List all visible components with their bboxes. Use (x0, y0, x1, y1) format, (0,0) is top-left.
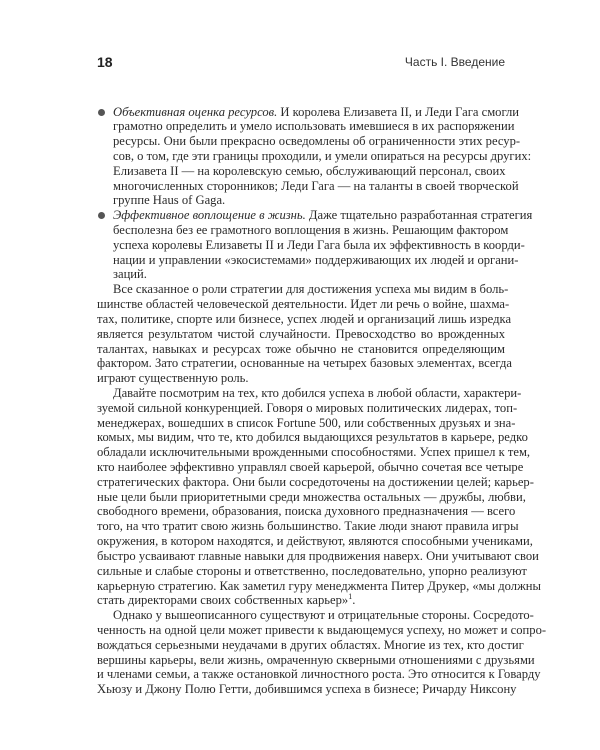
bullet-item (97, 208, 533, 282)
text-line (113, 134, 521, 149)
line-text: менеджерах, вошедших в список Fortune 500, или собственных друзьях и зна- (97, 415, 516, 430)
line-text: кто наиболее эффективно управлял своей карьерой, обычно сочетая все четыре (97, 460, 524, 474)
line-text: быстро усваивают главные навыки для продвижения наверх. Они учитывают свои (97, 548, 539, 563)
text-line (97, 282, 509, 297)
text-line (97, 578, 541, 594)
running-header (97, 54, 505, 72)
text-line (97, 489, 526, 505)
line-text: успеха королевы Елизаветы II и Леди Гага была их эффективность в коорди- (113, 237, 525, 252)
line-text: сильные и слабые стороны и ответственно, последовательно, упорно реализуют (97, 563, 527, 578)
text-line (97, 430, 528, 445)
bullet-icon (98, 212, 105, 219)
text-line (113, 193, 505, 208)
text-line (97, 652, 535, 668)
text-line (97, 504, 516, 519)
line-text: фактором. Зато стратегии, основанные на четырех базовых элементах, всегда (97, 356, 512, 371)
line-text: является результатом чистой случайности. Превосходство во врожденных (97, 326, 505, 341)
paragraph (97, 385, 541, 608)
bullet-lead: Эффективное воплощение в жизнь. (113, 208, 306, 223)
paragraph (97, 282, 512, 386)
line-text: комых, мы видим, что те, кто добился выдающихся результатов в карьере, редко (97, 430, 528, 445)
line-text: карьерную стратегию. Как заметил гуру менеджмента Питер Друкер, «мы должны (97, 578, 541, 593)
text-line (113, 164, 505, 179)
page-number: 18 (97, 54, 113, 70)
paragraph (97, 608, 547, 697)
text-line (97, 385, 522, 401)
bullet-icon (98, 109, 105, 116)
text-line (113, 178, 519, 194)
line-tail: . (352, 593, 356, 608)
line-text: Все сказанное о роли стратегии для достижения успеха мы видим в боль- (113, 282, 509, 297)
line-text: окружения, в котором находятся, и действуют, являются способными учениками, (97, 534, 533, 549)
footnote-ref: 1 (348, 592, 353, 602)
line-text: Давайте посмотрим на тех, кто добился успеха в любой области, характери- (113, 385, 522, 400)
line-text: бесполезна без ее грамотного воплощения в жизнь. Решающим фактором (113, 223, 509, 237)
line-text: играют существенную роль. (97, 371, 249, 386)
text-line (97, 563, 527, 579)
line-text: ресурсы. Они были прекрасно осведомлены об ограниченности этих ресур- (113, 134, 521, 149)
text-line (97, 622, 547, 638)
line-text: ные цели были приоритетными среди множества остальных — дружбы, любви, (97, 489, 526, 504)
line-text: Елизавета II — на королевскую семью, обслуживающий персонал, своих (113, 163, 506, 178)
line-text: заций. (113, 267, 147, 282)
text-line (97, 534, 533, 549)
line-text: нации и управлении «экосистемами» поддерживающих их людей и органи- (113, 252, 519, 267)
line-text: ченность на одной цели может привести к выдающемуся успеху, но может и сопро- (97, 622, 547, 637)
line-text: вождаться серьезными неудачами в других областях. Многие из тех, кто достиг (97, 637, 524, 652)
line-text: вершины карьеры, вели жизнь, омраченную скверными отношениями с друзьями (97, 652, 535, 667)
text-line (97, 311, 512, 327)
text-line (97, 297, 510, 312)
text-line (97, 608, 534, 623)
text-line (113, 148, 532, 164)
text-line (97, 637, 524, 653)
text-line (97, 327, 505, 342)
text-line (113, 119, 515, 134)
text-line (97, 342, 505, 357)
line-text: свободного времени, образования, поиска духовного предназначения — всего (97, 504, 516, 519)
text-line (97, 356, 512, 371)
line-text: тах, политике, спорте или бизнесе, успех людей и организаций лишь изредка (97, 311, 512, 326)
line-text: И королева Елизавета II, и Леди Гага смогли (277, 104, 520, 119)
bullet-item (97, 104, 532, 209)
text-line (113, 104, 520, 120)
line-text: талантах, навыках и ресурсах тоже обычно не становится определяющим (97, 341, 505, 356)
text-line (97, 460, 524, 475)
page-body (97, 104, 547, 698)
line-text: того, на что тратит свою жизнь большинство. Такие люди знают правила игры (97, 519, 519, 534)
text-line (97, 400, 518, 416)
text-line (97, 415, 516, 431)
line-text: многочисленных сторонников; Леди Гага — на таланты в своей творческой (113, 178, 519, 193)
text-line (97, 519, 519, 534)
text-line (97, 445, 531, 460)
text-line (97, 548, 539, 564)
line-text: зуемой сильной конкуренцией. Говоря о мировых политических лидерах, топ- (97, 400, 518, 415)
text-line (97, 474, 534, 490)
line-text: Даже тщательно разработанная стратегия (305, 208, 533, 223)
text-line (97, 371, 505, 386)
text-line (113, 208, 533, 223)
line-text: шинстве областей человеческой деятельности. Идет ли речь о войне, шахма- (97, 297, 510, 312)
text-line (113, 252, 519, 268)
text-line (113, 267, 505, 282)
line-text: группе Haus of Gaga. (113, 193, 226, 208)
line-text: стратегических фактора. Они были сосредоточены на достижении целей; карьер- (97, 474, 534, 489)
text-line (97, 682, 517, 697)
section-title: Часть I. Введение (404, 55, 505, 69)
line-text: и членами семьи, а также остановкой личностного роста. Это относится к Говарду (97, 667, 541, 682)
text-line (97, 593, 505, 608)
text-line (113, 223, 509, 238)
line-text: обладали исключительными врожденными способностями. Успех пришел к тем, (97, 445, 531, 460)
line-text: Однако у вышеописанного существуют и отрицательные стороны. Сосредото- (113, 608, 534, 623)
line-text: сов, о том, где эти границы проходили, и умели опираться на ресурсы других: (113, 148, 532, 163)
bullet-lead: Объективная оценка ресурсов. (113, 104, 278, 119)
text-line (113, 237, 525, 253)
line-text: Хьюзу и Джону Полю Гетти, добившимся успеха в бизнесе; Ричарду Никсону (97, 682, 517, 697)
line-text: стать директорами своих собственных карьер» (97, 593, 349, 608)
line-text: грамотно определить и умело использовать имевшиеся в их распоряжении (113, 119, 515, 134)
text-line (97, 667, 541, 682)
